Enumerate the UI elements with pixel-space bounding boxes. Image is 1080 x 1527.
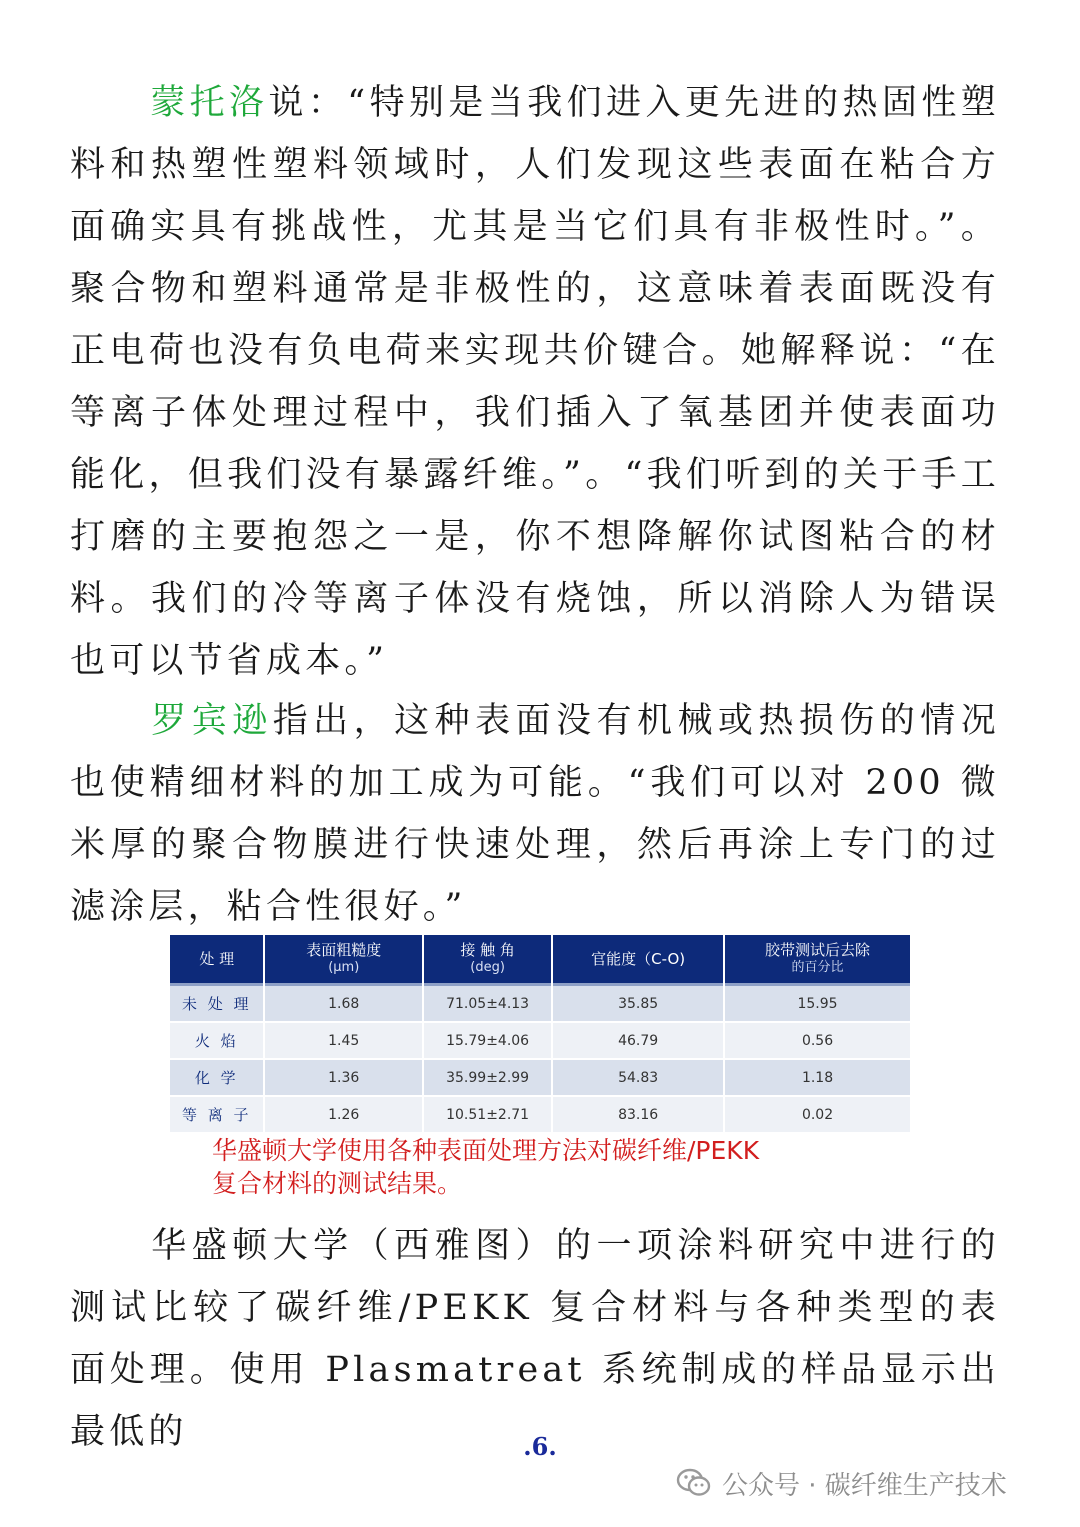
surface-treatment-table [168, 935, 912, 1134]
table-row [170, 1097, 910, 1134]
cell-roughness: 1.36 [265, 1060, 421, 1097]
cell-functionality: 46.79 [553, 1023, 723, 1060]
speaker-name: 罗宾逊 [150, 701, 273, 741]
caption-line: 华盛顿大学使用各种表面处理方法对碳纤维/PEKK [212, 1136, 760, 1165]
cell-functionality: 35.85 [553, 983, 723, 1023]
header-roughness: 表面粗糙度 (μm) [265, 935, 421, 983]
table-row [170, 1023, 910, 1060]
header-unit: (μm) [328, 960, 360, 975]
row-treatment: 未 处 理 [170, 983, 263, 1023]
wechat-icon [676, 1467, 712, 1499]
header-contact-angle: 接 触 角 (deg) [424, 935, 551, 983]
watermark-text: 公众号 · 碳纤维生产技术 [722, 1470, 1007, 1501]
table-row [170, 983, 910, 1023]
table-row [170, 1060, 910, 1097]
header-removal-percent: 胶带测试后去除 的百分比 [725, 935, 910, 983]
row-treatment: 等 离 子 [170, 1097, 263, 1134]
cell-functionality: 54.83 [553, 1060, 723, 1097]
header-treatment: 处 理 [170, 935, 263, 983]
row-treatment: 化 学 [170, 1060, 263, 1097]
account-watermark [676, 1461, 1007, 1505]
paragraph-text: 华盛顿大学（西雅图）的一项涂料研究中进行的测试比较了碳纤维/PEKK 复合材料与各种类型的表面处理。使用 Plasmatreat 系统制成的样品显示出最低的 [70, 1226, 1000, 1452]
cell-functionality: 83.16 [553, 1097, 723, 1134]
cell-roughness: 1.26 [265, 1097, 421, 1134]
caption-line: 复合材料的测试结果。 [212, 1169, 463, 1198]
cell-removal-percent: 1.18 [725, 1060, 910, 1097]
paragraph-text: 指出，这种表面没有机械或热损伤的情况也使精细材料的加工成为可能。“我们可以对 200 微米厚的聚合物膜进行快速处理，然后再涂上专门的过滤涂层，粘合性很好。” [70, 701, 1000, 927]
cell-removal-percent: 15.95 [725, 983, 910, 1023]
cell-contact-angle: 15.79±4.06 [424, 1023, 551, 1060]
cell-contact-angle: 35.99±2.99 [424, 1060, 551, 1097]
cell-roughness: 1.68 [265, 983, 421, 1023]
paragraph-robinson [70, 690, 1000, 938]
page-number: .6. [523, 1432, 557, 1461]
table-caption [212, 1134, 912, 1200]
cell-roughness: 1.45 [265, 1023, 421, 1060]
cell-contact-angle: 71.05±4.13 [424, 983, 551, 1023]
row-treatment: 火 焰 [170, 1023, 263, 1060]
header-functionality: 官能度（C-O) [553, 935, 723, 983]
paragraph-uw-study [70, 1215, 1000, 1463]
cell-contact-angle: 10.51±2.71 [424, 1097, 551, 1134]
table-header-row [170, 935, 910, 983]
cell-removal-percent: 0.56 [725, 1023, 910, 1060]
paragraph-montoro [70, 72, 1000, 692]
header-unit: 的百分比 [791, 960, 844, 975]
header-unit: (deg) [470, 960, 505, 975]
speaker-name: 蒙托洛 [150, 83, 269, 123]
cell-removal-percent: 0.02 [725, 1097, 910, 1134]
paragraph-text: 说：“特别是当我们进入更先进的热固性塑料和热塑性塑料领域时，人们发现这些表面在粘合方面确实具有挑战性，尤其是当它们具有非极性时。”。聚合物和塑料通常是非极性的，这意味着表面既没有正电荷也没有负电荷来实现共价键合。她解释说：“在等离子体处理过程中，我们插入了氧基团并使表面功能化，但我们没有暴露纤维。”。“我们听到的关于手工打磨的主要抱怨之一是，你不想降解你试图粘合的材料。我们的冷等离子体没有烧蚀，所以消除人为错误也可以节省成本。” [70, 83, 1000, 681]
